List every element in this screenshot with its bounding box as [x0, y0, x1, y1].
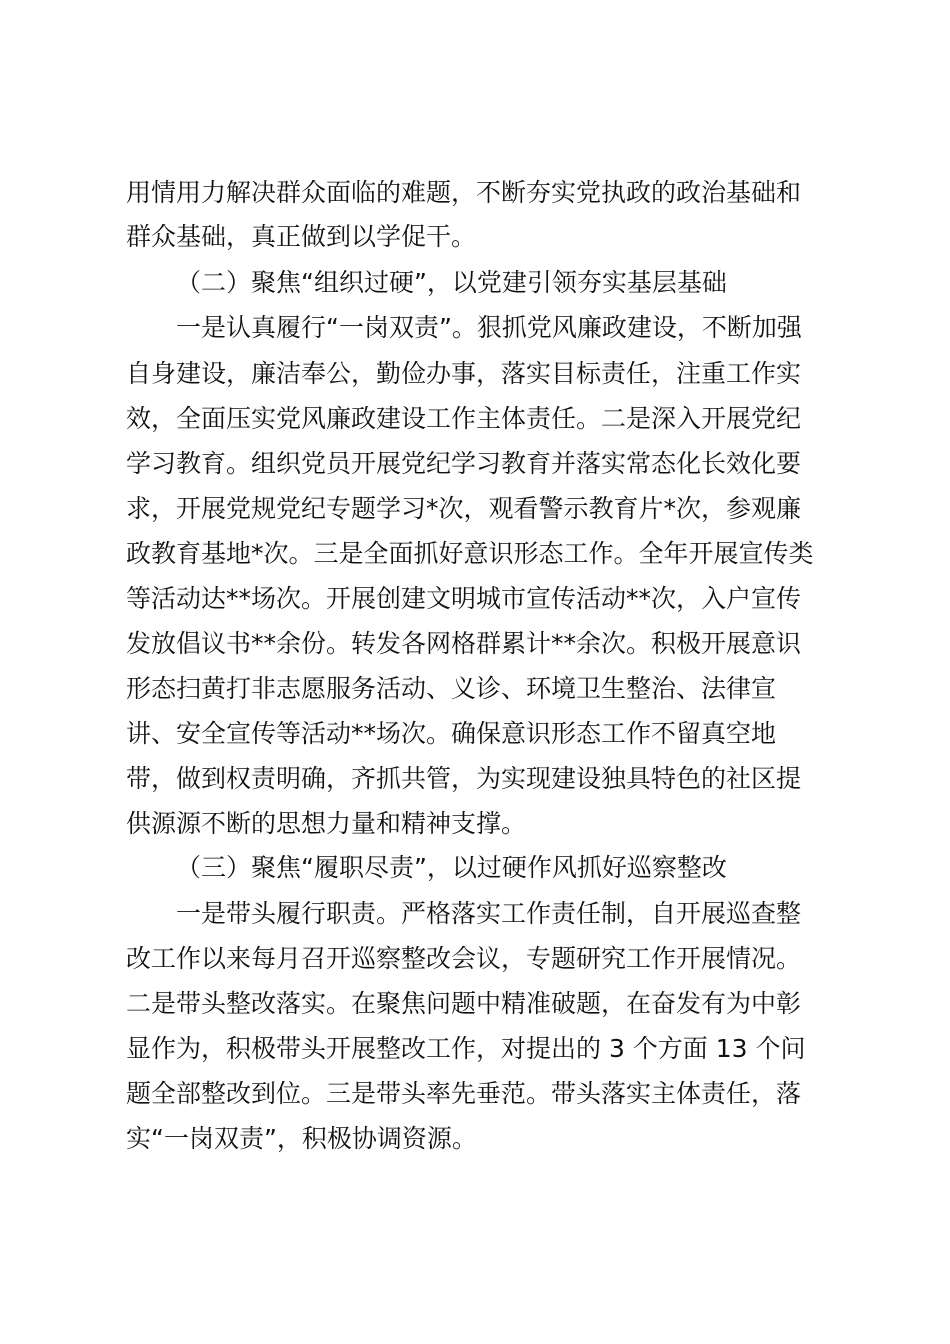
body-text-line: 二是带头整改落实。在聚焦问题中精准破题，在奋发有为中彰	[126, 989, 802, 1018]
body-text-line: 改工作以来每月召开巡察整改会议，专题研究工作开展情况。	[126, 944, 802, 973]
body-text-line: 等活动达**场次。开展创建文明城市宣传活动**次，入户宣传	[126, 584, 802, 613]
body-text-line: 题全部整改到位。三是带头率先垂范。带头落实主体责任，落	[126, 1079, 802, 1108]
body-text-line: 发放倡议书**余份。转发各网格群累计**余次。积极开展意识	[126, 629, 802, 658]
body-text-line: 显作为，积极带头开展整改工作，对提出的 3 个方面 13 个问	[126, 1034, 806, 1063]
body-text-line: 一是带头履行职责。严格落实工作责任制，自开展巡查整	[176, 899, 802, 928]
body-text-line: 实“一岗双责”，积极协调资源。	[126, 1124, 477, 1153]
body-text-line: 带，做到权责明确，齐抓共管，为实现建设独具特色的社区提	[126, 764, 802, 793]
body-text-line: 群众基础，真正做到以学促干。	[126, 222, 477, 251]
section-heading: （二）聚焦“组织过硬”，以党建引领夯实基层基础	[176, 268, 727, 297]
section-heading: （三）聚焦“履职尽责”，以过硬作风抓好巡察整改	[176, 853, 727, 882]
body-text-line: 求，开展党规党纪专题学习*次，观看警示教育片*次，参观廉	[126, 494, 802, 523]
body-text-line: 形态扫黄打非志愿服务活动、义诊、环境卫生整治、法律宣	[126, 674, 777, 703]
body-text-line: 一是认真履行“一岗双责”。狠抓党风廉政建设，不断加强	[176, 313, 802, 342]
body-text-line: 效，全面压实党风廉政建设工作主体责任。二是深入开展党纪	[126, 404, 802, 433]
body-text-line: 学习教育。组织党员开展党纪学习教育并落实常态化长效化要	[126, 449, 802, 478]
body-text-line: 自身建设，廉洁奉公，勤俭办事，落实目标责任，注重工作实	[126, 359, 802, 388]
body-text-line: 讲、安全宣传等活动**场次。确保意识形态工作不留真空地	[126, 719, 777, 748]
body-text-line: 供源源不断的思想力量和精神支撑。	[126, 809, 527, 838]
body-text-line: 用情用力解决群众面临的难题，不断夯实党执政的政治基础和	[126, 178, 802, 207]
body-text-line: 政教育基地*次。三是全面抓好意识形态工作。全年开展宣传类	[126, 539, 814, 568]
